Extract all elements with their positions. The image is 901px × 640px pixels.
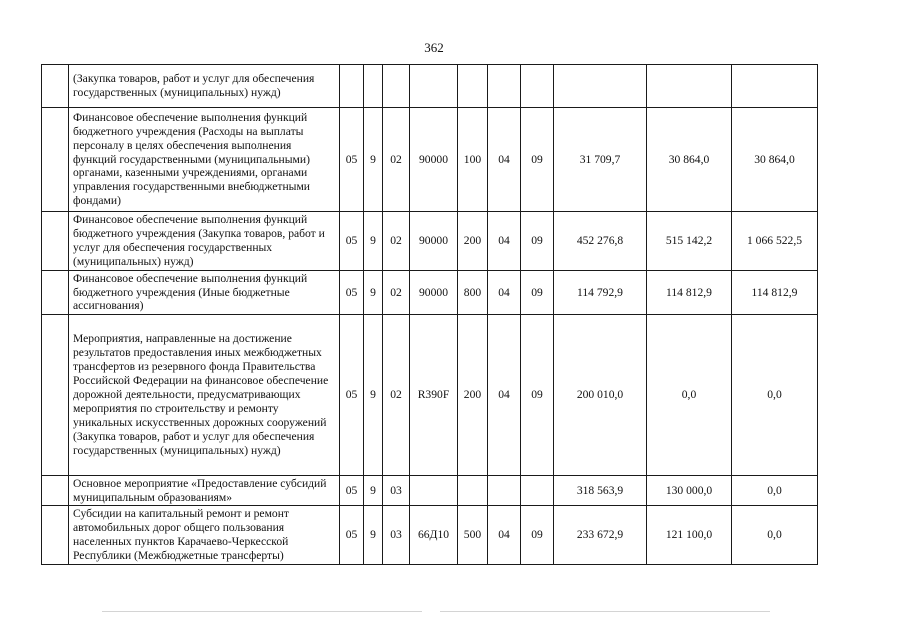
code-subprogram: 02 <box>383 315 410 476</box>
row-number-cell <box>42 506 69 565</box>
row-description: Финансовое обеспечение выполнения функций бюджетного учреждения (Иные бюджетные ассигнования) <box>69 271 340 315</box>
code-section: 05 <box>340 271 364 315</box>
amount-year-1 <box>554 65 647 108</box>
code-direction: R390F <box>410 315 458 476</box>
code-division: 04 <box>488 108 521 212</box>
amount-year-1: 452 276,8 <box>554 212 647 271</box>
footer-divider <box>102 611 422 612</box>
amount-year-3: 0,0 <box>732 476 818 506</box>
row-description: Субсидии на капитальный ремонт и ремонт автомобильных дорог общего пользования населенных пунктов Карачаево-Черкесской Республики (Межбюджетные трансферты) <box>69 506 340 565</box>
code-program: 9 <box>364 506 383 565</box>
code-section: 05 <box>340 476 364 506</box>
code-section: 05 <box>340 506 364 565</box>
amount-year-1: 233 672,9 <box>554 506 647 565</box>
table-row <box>42 271 818 315</box>
amount-year-3 <box>732 65 818 108</box>
amount-year-3: 30 864,0 <box>732 108 818 212</box>
row-number-cell <box>42 271 69 315</box>
code-expense-type <box>458 65 488 108</box>
code-expense-type <box>458 476 488 506</box>
amount-year-1: 114 792,9 <box>554 271 647 315</box>
code-direction: 90000 <box>410 108 458 212</box>
row-description: Основное мероприятие «Предоставление субсидий муниципальным образованиям» <box>69 476 340 506</box>
code-direction <box>410 476 458 506</box>
code-program: 9 <box>364 271 383 315</box>
amount-year-2: 121 100,0 <box>647 506 732 565</box>
row-number-cell <box>42 212 69 271</box>
amount-year-1: 31 709,7 <box>554 108 647 212</box>
code-division <box>488 476 521 506</box>
amount-year-1: 318 563,9 <box>554 476 647 506</box>
code-direction: 90000 <box>410 212 458 271</box>
code-section: 05 <box>340 212 364 271</box>
amount-year-2: 30 864,0 <box>647 108 732 212</box>
amount-year-3: 0,0 <box>732 315 818 476</box>
amount-year-2: 114 812,9 <box>647 271 732 315</box>
code-direction: 66Д10 <box>410 506 458 565</box>
code-subprogram <box>383 65 410 108</box>
page-number: 362 <box>424 40 444 55</box>
table-row <box>42 315 818 476</box>
code-expense-type: 200 <box>458 315 488 476</box>
code-subprogram: 03 <box>383 506 410 565</box>
code-program <box>364 65 383 108</box>
table-row <box>42 108 818 212</box>
code-section: 05 <box>340 108 364 212</box>
code-expense-type: 100 <box>458 108 488 212</box>
row-number-cell <box>42 315 69 476</box>
code-subprogram: 02 <box>383 108 410 212</box>
amount-year-2 <box>647 65 732 108</box>
row-description: (Закупка товаров, работ и услуг для обеспечения государственных (муниципальных) нужд) <box>69 65 340 108</box>
code-program: 9 <box>364 476 383 506</box>
amount-year-2: 0,0 <box>647 315 732 476</box>
code-expense-type: 500 <box>458 506 488 565</box>
code-division: 04 <box>488 315 521 476</box>
table-row <box>42 476 818 506</box>
code-section <box>340 65 364 108</box>
code-program: 9 <box>364 108 383 212</box>
row-number-cell <box>42 65 69 108</box>
table-row <box>42 506 818 565</box>
row-number-cell <box>42 108 69 212</box>
amount-year-1: 200 010,0 <box>554 315 647 476</box>
code-subprogram: 02 <box>383 212 410 271</box>
amount-year-3: 0,0 <box>732 506 818 565</box>
code-section: 05 <box>340 315 364 476</box>
amount-year-2: 515 142,2 <box>647 212 732 271</box>
code-program: 9 <box>364 315 383 476</box>
code-division: 04 <box>488 506 521 565</box>
code-subprogram: 02 <box>383 271 410 315</box>
code-subdivision: 09 <box>521 271 554 315</box>
code-subdivision: 09 <box>521 315 554 476</box>
code-division: 04 <box>488 212 521 271</box>
table-row <box>42 212 818 271</box>
row-description: Финансовое обеспечение выполнения функций бюджетного учреждения (Закупка товаров, работ и услуг для обеспечения государственных (муниципальных) нужд) <box>69 212 340 271</box>
code-subdivision: 09 <box>521 212 554 271</box>
code-division <box>488 65 521 108</box>
code-subdivision: 09 <box>521 506 554 565</box>
table-row <box>42 65 818 108</box>
budget-table <box>41 64 818 565</box>
code-subprogram: 03 <box>383 476 410 506</box>
amount-year-2: 130 000,0 <box>647 476 732 506</box>
code-division: 04 <box>488 271 521 315</box>
code-expense-type: 800 <box>458 271 488 315</box>
code-subdivision <box>521 65 554 108</box>
amount-year-3: 114 812,9 <box>732 271 818 315</box>
code-expense-type: 200 <box>458 212 488 271</box>
row-description: Мероприятия, направленные на достижение результатов предоставления иных межбюджетных трансфертов из резервного фонда Правительства Российской Федерации на финансовое обеспечение дорожной деятельности, предусматривающих мероприятия по строительству и ремонту уникальных искусственных дорожных сооружений (Закупка товаров, работ и услуг для обеспечения государственных (муниципальных) нужд) <box>69 315 340 476</box>
row-description: Финансовое обеспечение выполнения функций бюджетного учреждения (Расходы на выплаты персоналу в целях обеспечения выполнения функций государственными (муниципальными) органами, казенными учреждениями, органами управления государственными внебюджетными фондами) <box>69 108 340 212</box>
row-number-cell <box>42 476 69 506</box>
code-subdivision <box>521 476 554 506</box>
code-subdivision: 09 <box>521 108 554 212</box>
footer-divider <box>440 611 770 612</box>
amount-year-3: 1 066 522,5 <box>732 212 818 271</box>
code-direction <box>410 65 458 108</box>
code-program: 9 <box>364 212 383 271</box>
code-direction: 90000 <box>410 271 458 315</box>
